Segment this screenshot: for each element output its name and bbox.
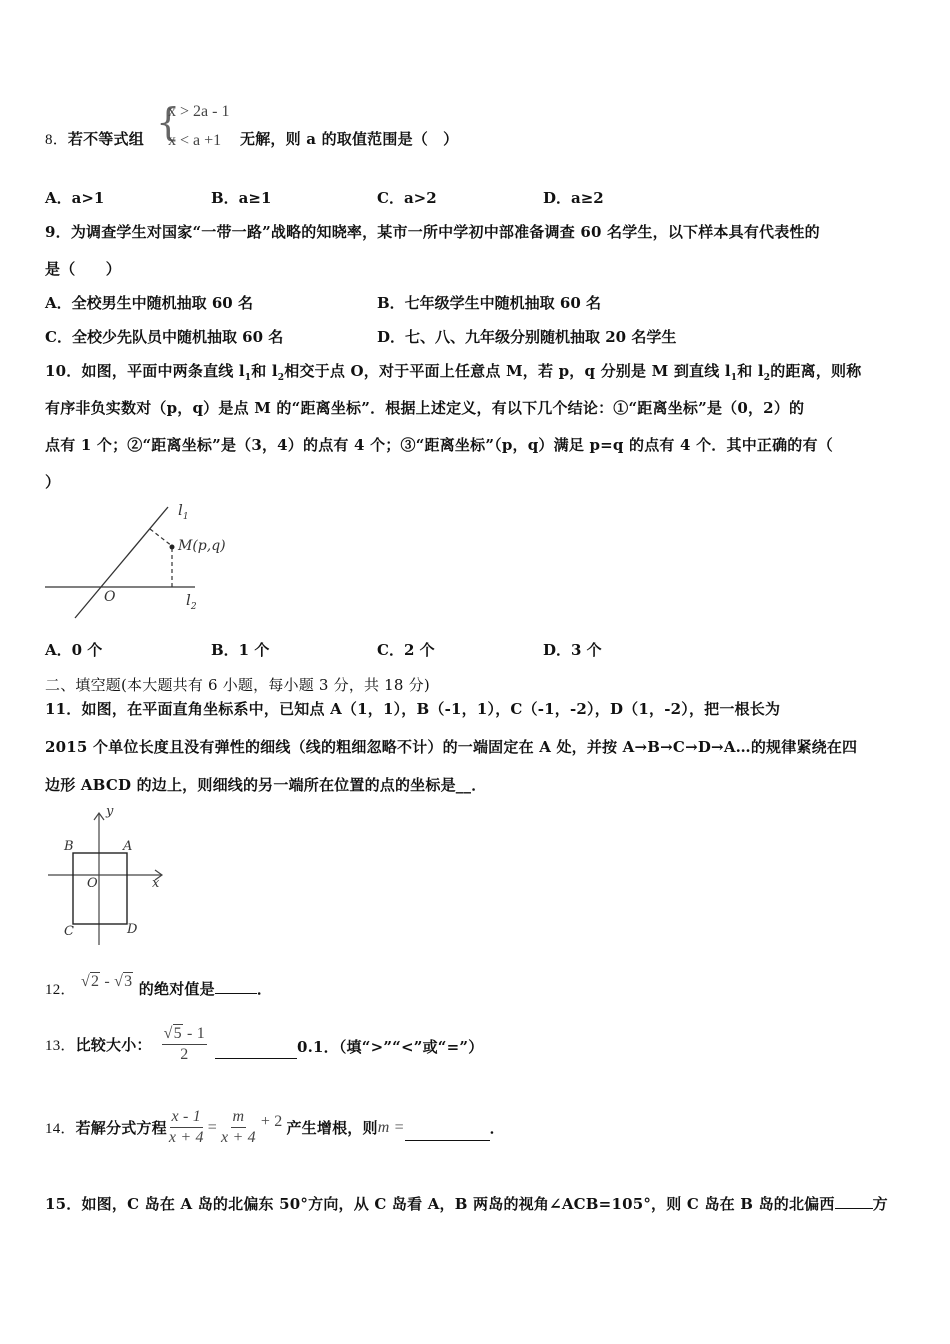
label-d: D <box>127 922 138 937</box>
question-11-line-2: 2015 个单位长度且没有弹性的细线（线的粗细忽略不计）的一端固定在 A 处，并按 A→B→C→D→A…的规律紧绕在四 <box>45 738 858 756</box>
question-number: 8． <box>45 132 68 148</box>
fraction: $\frac{√5 - 1}{2}$ <box>163 1025 205 1063</box>
option-d[interactable]: D．七、八、九年级分别随机抽取 20 名学生 <box>377 328 677 346</box>
question-text: 若不等式组 <box>67 130 144 148</box>
fraction-right: $\frac{m}{x + 4}$ <box>220 1108 256 1146</box>
label-m: M(p,q) <box>178 538 226 554</box>
label-l1: $l_1$ <box>178 501 189 522</box>
option-b[interactable]: B．a≥1 <box>211 189 272 207</box>
answer-blank[interactable] <box>835 1194 873 1209</box>
inequality-2: x < a +1 <box>168 132 222 149</box>
fraction-left: $\frac{x - 1}{x + 4}$ <box>168 1108 204 1146</box>
answer-blank[interactable] <box>215 979 257 994</box>
option-d[interactable]: D．a≥2 <box>543 189 604 207</box>
question-10-line-2: 有序非负实数对（p，q）是点 M 的“距离坐标”．根据上述定义，有以下几个结论：①“距离坐标”是（0，2）的 <box>45 399 805 417</box>
label-origin: O <box>104 589 116 605</box>
question-11-line-3: 边形 ABCD 的边上，则细线的另一端所在位置的点的坐标是__． <box>45 776 487 794</box>
brace-symbol: { <box>156 100 181 144</box>
label-b: B <box>64 839 74 854</box>
option-a[interactable]: A．a>1 <box>45 189 105 207</box>
label-y: y <box>106 804 114 819</box>
option-c[interactable]: C．a>2 <box>377 189 437 207</box>
answer-blank[interactable] <box>405 1126 490 1141</box>
answer-blank[interactable] <box>215 1044 297 1059</box>
question-10-line-3: 点有 1 个；②“距离坐标”是（3，4）的点有 4 个；③“距离坐标”（p，q）满足 p=q 的点有 4 个．其中正确的有（ <box>45 436 833 454</box>
lines-diagram <box>40 495 240 620</box>
inequality-1: x > 2a - 1 <box>168 103 230 120</box>
question-10-line-1: 10．如图，平面中两条直线 $l_1$和 $l_2$相交于点 O，对于平面上任意点 M，若 p，q 分别是 M 到直线 $l_1$和 $l_2$的距离，则称 <box>45 362 862 383</box>
question-8 <box>45 128 144 149</box>
label-x: x <box>152 876 160 891</box>
label-origin: O <box>87 876 98 891</box>
question-number: 12． <box>45 982 76 998</box>
option-b[interactable]: B．七年级学生中随机抽取 60 名 <box>377 294 601 312</box>
label-c: C <box>64 924 74 939</box>
question-9-line-2: 是（ ） <box>45 260 122 278</box>
question-number: 14． <box>45 1121 76 1137</box>
question-number: 13． <box>45 1038 76 1054</box>
question-9-line-1: 9．为调查学生对国家“一带一路”战略的知晓率，某市一所中学初中部准备调查 60 名学生，以下样本具有代表性的 <box>45 223 820 241</box>
coordinate-rectangle-figure <box>40 800 180 950</box>
option-a[interactable]: A．全校男生中随机抽取 60 名 <box>45 294 253 312</box>
rectangle-diagram <box>40 800 180 950</box>
label-l2: $l_2$ <box>186 591 197 612</box>
question-14: 14． 若解分式方程 $\frac{x - 1}{x + 4}$ = $\frac{m}{x + 4}$ + 2 产生增根，则 m = ． <box>45 1108 505 1146</box>
option-c[interactable]: C．全校少先队员中随机抽取 60 名 <box>45 328 284 346</box>
section-heading: 二、填空题(本大题共有 6 小题，每小题 3 分，共 18 分) <box>45 676 430 694</box>
option-d[interactable]: D．3 个 <box>543 641 602 659</box>
option-a[interactable]: A．0 个 <box>45 641 103 659</box>
option-c[interactable]: C．2 个 <box>377 641 435 659</box>
distance-coordinate-figure <box>40 495 240 620</box>
label-a: A <box>123 839 133 854</box>
question-11-line-1: 11．如图，在平面直角坐标系中，已知点 A（1，1），B（-1，1），C（-1，-2），D（1，-2），把一根长为 <box>45 700 781 718</box>
question-13: 13． 比较大小： $\frac{√5 - 1}{2}$ 0.1．（填“>”“<”或“=”） <box>45 1025 484 1063</box>
question-15: 15．如图，C 岛在 A 岛的北偏东 50°方向，从 C 岛看 A，B 两岛的视角∠ACB=105°，则 C 岛在 B 岛的北偏西 方 <box>45 1195 888 1213</box>
question-text-suffix: 无解，则 a 的取值范围是（ ） <box>240 130 459 148</box>
option-b[interactable]: B．1 个 <box>211 641 270 659</box>
question-12: 12． √2 - √3 的绝对值是 ． <box>45 973 273 998</box>
sqrt-expression: √2 - √3 <box>81 973 133 990</box>
question-10-line-4: ） <box>45 473 61 491</box>
